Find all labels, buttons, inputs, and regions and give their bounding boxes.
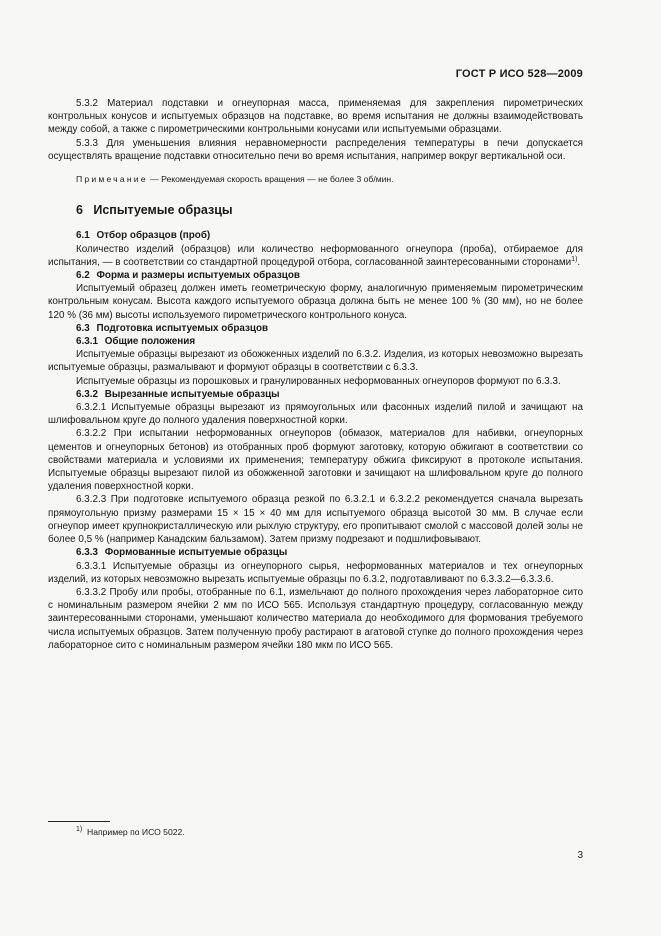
paragraph-text: Количество изделий (образцов) или количество неформованного огнеупора (проба), отбираемое для испытания, — в соответствии со стандартной процедурой отбора, согласованной заинтересованными сторонами (48, 243, 583, 268)
document-id-header: ГОСТ Р ИСО 528—2009 (455, 68, 583, 80)
section-number: 6.2 (76, 270, 90, 282)
paragraph-5-3-2: 5.3.2 Материал подставки и огнеупорная масса, применяемая для закрепления пирометрических контрольных конусов и испытуемых образцов на подставке, во время испытания не должны взаимодействовать между собой, а также с пирометрическими контрольными конусами или испытуемыми образцами. (48, 98, 583, 136)
section-title: Форма и размеры испытуемых образцов (96, 270, 300, 282)
paragraph-6-3-3-1: 6.3.3.1 Испытуемые образцы из огнеупорного сырья, неформованных материалов и тех огнеупорных изделий, из которых невозможно вырезать испытуемые образцы по 6.3.2, подготавливают по 6.3.3.2—6.3.3.6. (48, 560, 583, 585)
footnote-divider (48, 821, 110, 822)
section-title: Вырезанные испытуемые образцы (104, 388, 280, 400)
section-number: 6.1 (76, 230, 90, 242)
section-6-1-heading (76, 229, 583, 242)
note-text: — Рекомендуемая скорость вращения — не более 3 об/мин. (147, 174, 394, 185)
section-title: Подготовка испытуемых образцов (96, 322, 269, 334)
footnote-ref: 1) (571, 255, 578, 263)
page-number: 3 (577, 850, 583, 861)
section-6-2-heading (76, 269, 583, 282)
paragraph-6-3-1-b: Испытуемые образцы из порошковых и гранулированных неформованных огнеупоров формуют по 6.3.3. (76, 375, 561, 387)
paragraph-end: . (577, 256, 581, 268)
section-number: 6.3.2 (76, 388, 98, 400)
paragraph-6-3-2-1: 6.3.2.1 Испытуемые образцы вырезают из прямоугольных или фасонных изделий пилой и зачищают на шлифовальном круге до полного удаления поверхностной корки. (48, 402, 583, 427)
section-title: Отбор образцов (проб) (96, 230, 211, 242)
section-title: Общие положения (104, 336, 196, 348)
paragraph-5-3-3: 5.3.3 Для уменьшения влияния неравномерности распределения температуры в печи допускается осуществлять вращение подставки относительно печи во время испытания, например вокруг вертикальной оси. (48, 137, 583, 162)
footnote (76, 827, 185, 837)
paragraph-6-3-1-a: Испытуемые образцы вырезают из обожженных изделий по 6.3.2. Изделия, из которых невозможно вырезать испытуемые образцы, размалывают и формуют образцы в соответствии с 6.3.3. (48, 349, 583, 374)
note-label: Примечание (76, 174, 148, 185)
section-number: 6.3 (76, 322, 90, 334)
section-number: 6.3.3 (76, 547, 98, 559)
section-6-3-3-heading (76, 546, 583, 559)
section-6-heading (76, 204, 583, 217)
footnote-mark: 1) (76, 826, 83, 833)
footnote-text: Например по ИСО 5022. (87, 827, 185, 837)
paragraph-6-3-2-2: 6.3.2.2 При испытании неформованных огнеупоров (обмазок, материалов для набивки, огнеупорных цементов и огнеупорных бетонов) из отобранных проб формуют заготовку, которую обжигают в соответствии со свойствами материала и условиями их применения; температуру обжига фиксируют в протоколе испытания. Испытуемые образцы вырезают пилой из обожженной заготовки и зачищают на шлифовальном круге до полного удаления поверхностной корки. (48, 428, 583, 493)
section-6-3-heading (76, 322, 583, 335)
paragraph-6-3-2-3: 6.3.2.3 При подготовке испытуемого образца резкой по 6.3.2.1 и 6.3.2.2 рекомендуется сначала вырезать прямоугольную призму размерами 15 × 15 × 40 мм для испытуемого образца высотой 30 мм. В случае если огнеупор имеет крупнокристаллическую или рыхлую структуру, его пропитывают смолой с массовой долей золы не более 0,5 % (например Канадским бальзамом). Затем призму подрезают и подшлифовывают. (48, 494, 583, 546)
note (48, 173, 583, 186)
section-number: 6 (76, 203, 83, 218)
section-6-3-2-heading (76, 388, 583, 401)
section-6-3-1-heading (76, 335, 583, 348)
section-title: Формованные испытуемые образцы (104, 547, 288, 559)
section-title: Испытуемые образцы (93, 203, 233, 218)
section-number: 6.3.1 (76, 336, 98, 348)
paragraph-6-1 (48, 243, 583, 269)
document-body (48, 97, 583, 652)
paragraph-6-3-3-2: 6.3.3.2 Пробу или пробы, отобранные по 6.1, измельчают до полного прохождения через лабораторное сито с номинальным размером ячейки 2 мм по ИСО 565. Используя стандартную процедуру, согласованную между заинтересованными сторонами, уменьшают количество материала до необходимого для формования требуемого числа испытуемых образцов. Затем полученную пробу растирают в агатовой ступке до полного прохождения через лабораторное сито с номинальным размером ячейки 180 мкм по ИСО 565. (48, 586, 583, 651)
paragraph-6-2: Испытуемый образец должен иметь геометрическую форму, аналогичную применяемым пирометрическим контрольным конусам. Высота каждого испытуемого образца должна быть не менее 100 % (30 мм), но не более 120 % (36 мм) высоты используемого пирометрического контрольного конуса. (48, 283, 583, 321)
